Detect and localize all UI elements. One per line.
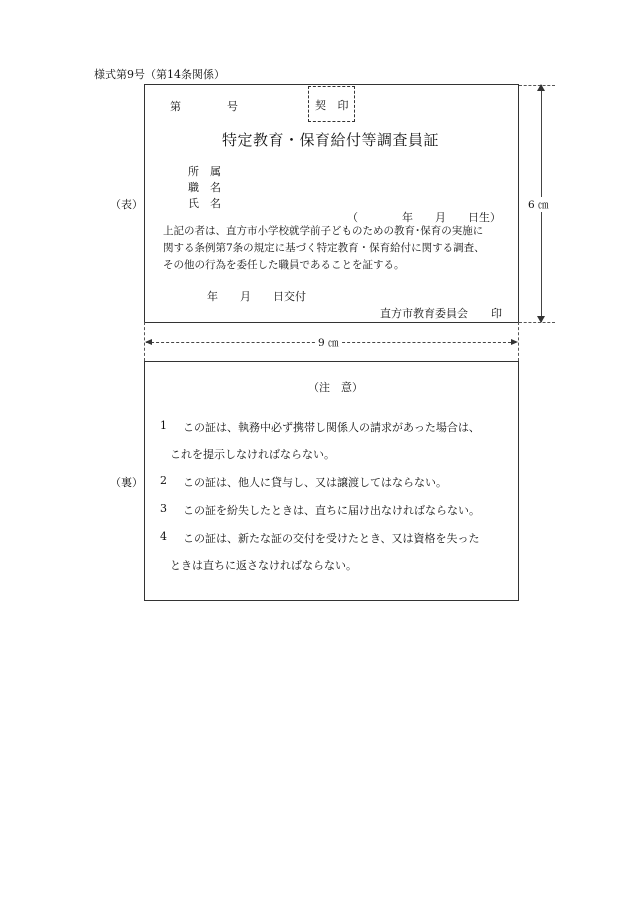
birth-date: （ 年 月 日生） xyxy=(347,211,501,224)
note-2-number: 2 xyxy=(160,474,167,487)
width-arrow-left-icon xyxy=(145,339,152,345)
back-side-label: （裏） xyxy=(110,476,143,489)
note-4-number: 4 xyxy=(160,530,167,543)
note-1-line-2: これを提示しなければならない。 xyxy=(170,448,335,461)
note-2-line-1: この証は、他人に貸与し、又は譲渡してはならない。 xyxy=(183,476,447,489)
issuer-seal: 印 xyxy=(491,307,502,320)
issuer: 直方市教育委員会 xyxy=(380,307,468,320)
issue-date: 年 月 日交付 xyxy=(207,290,306,303)
note-4-line-1: この証は、新たな証の交付を受けたとき、又は資格を失った xyxy=(183,532,480,545)
front-side-label: （表） xyxy=(110,198,143,211)
certification-line-3: その他の行為を委任した職員であることを証する。 xyxy=(163,259,405,271)
field-position-label: 職 名 xyxy=(188,181,221,194)
note-3-number: 3 xyxy=(160,502,167,515)
height-arrow-down-icon xyxy=(537,316,545,323)
certification-line-1: 上記の者は、直方市小学校就学前子どものための教育･保育の実施に xyxy=(163,225,484,237)
notes-heading: （注 意） xyxy=(308,381,363,394)
note-1-number: 1 xyxy=(160,419,167,432)
number-suffix: 号 xyxy=(227,100,238,113)
field-affiliation-label: 所 属 xyxy=(188,165,221,178)
form-id: 様式第9号（第14条関係） xyxy=(94,68,225,81)
width-arrow-right-icon xyxy=(511,339,518,345)
number-prefix: 第 xyxy=(170,100,181,113)
width-dim-right-extension xyxy=(518,322,519,361)
certification-line-2: 関する条例第7条の規定に基づく特定教育・保育給付に関する調査、 xyxy=(163,242,485,254)
tally-seal-box xyxy=(308,86,355,122)
note-1-line-1: この証は、執務中必ず携帯し関係人の請求があった場合は、 xyxy=(183,421,480,434)
tally-seal-label: 契 印 xyxy=(315,99,353,112)
width-dimension-label: 9 ㎝ xyxy=(315,335,342,350)
note-4-line-2: ときは直ちに返さなければならない。 xyxy=(170,559,357,572)
note-3-line-1: この証を紛失したときは、直ちに届け出なければならない。 xyxy=(183,504,480,517)
height-dimension-label: 6 ㎝ xyxy=(525,197,552,212)
field-name-label: 氏 名 xyxy=(188,197,221,210)
card-title: 特定教育・保育給付等調査員証 xyxy=(222,131,440,149)
height-arrow-up-icon xyxy=(537,84,545,91)
